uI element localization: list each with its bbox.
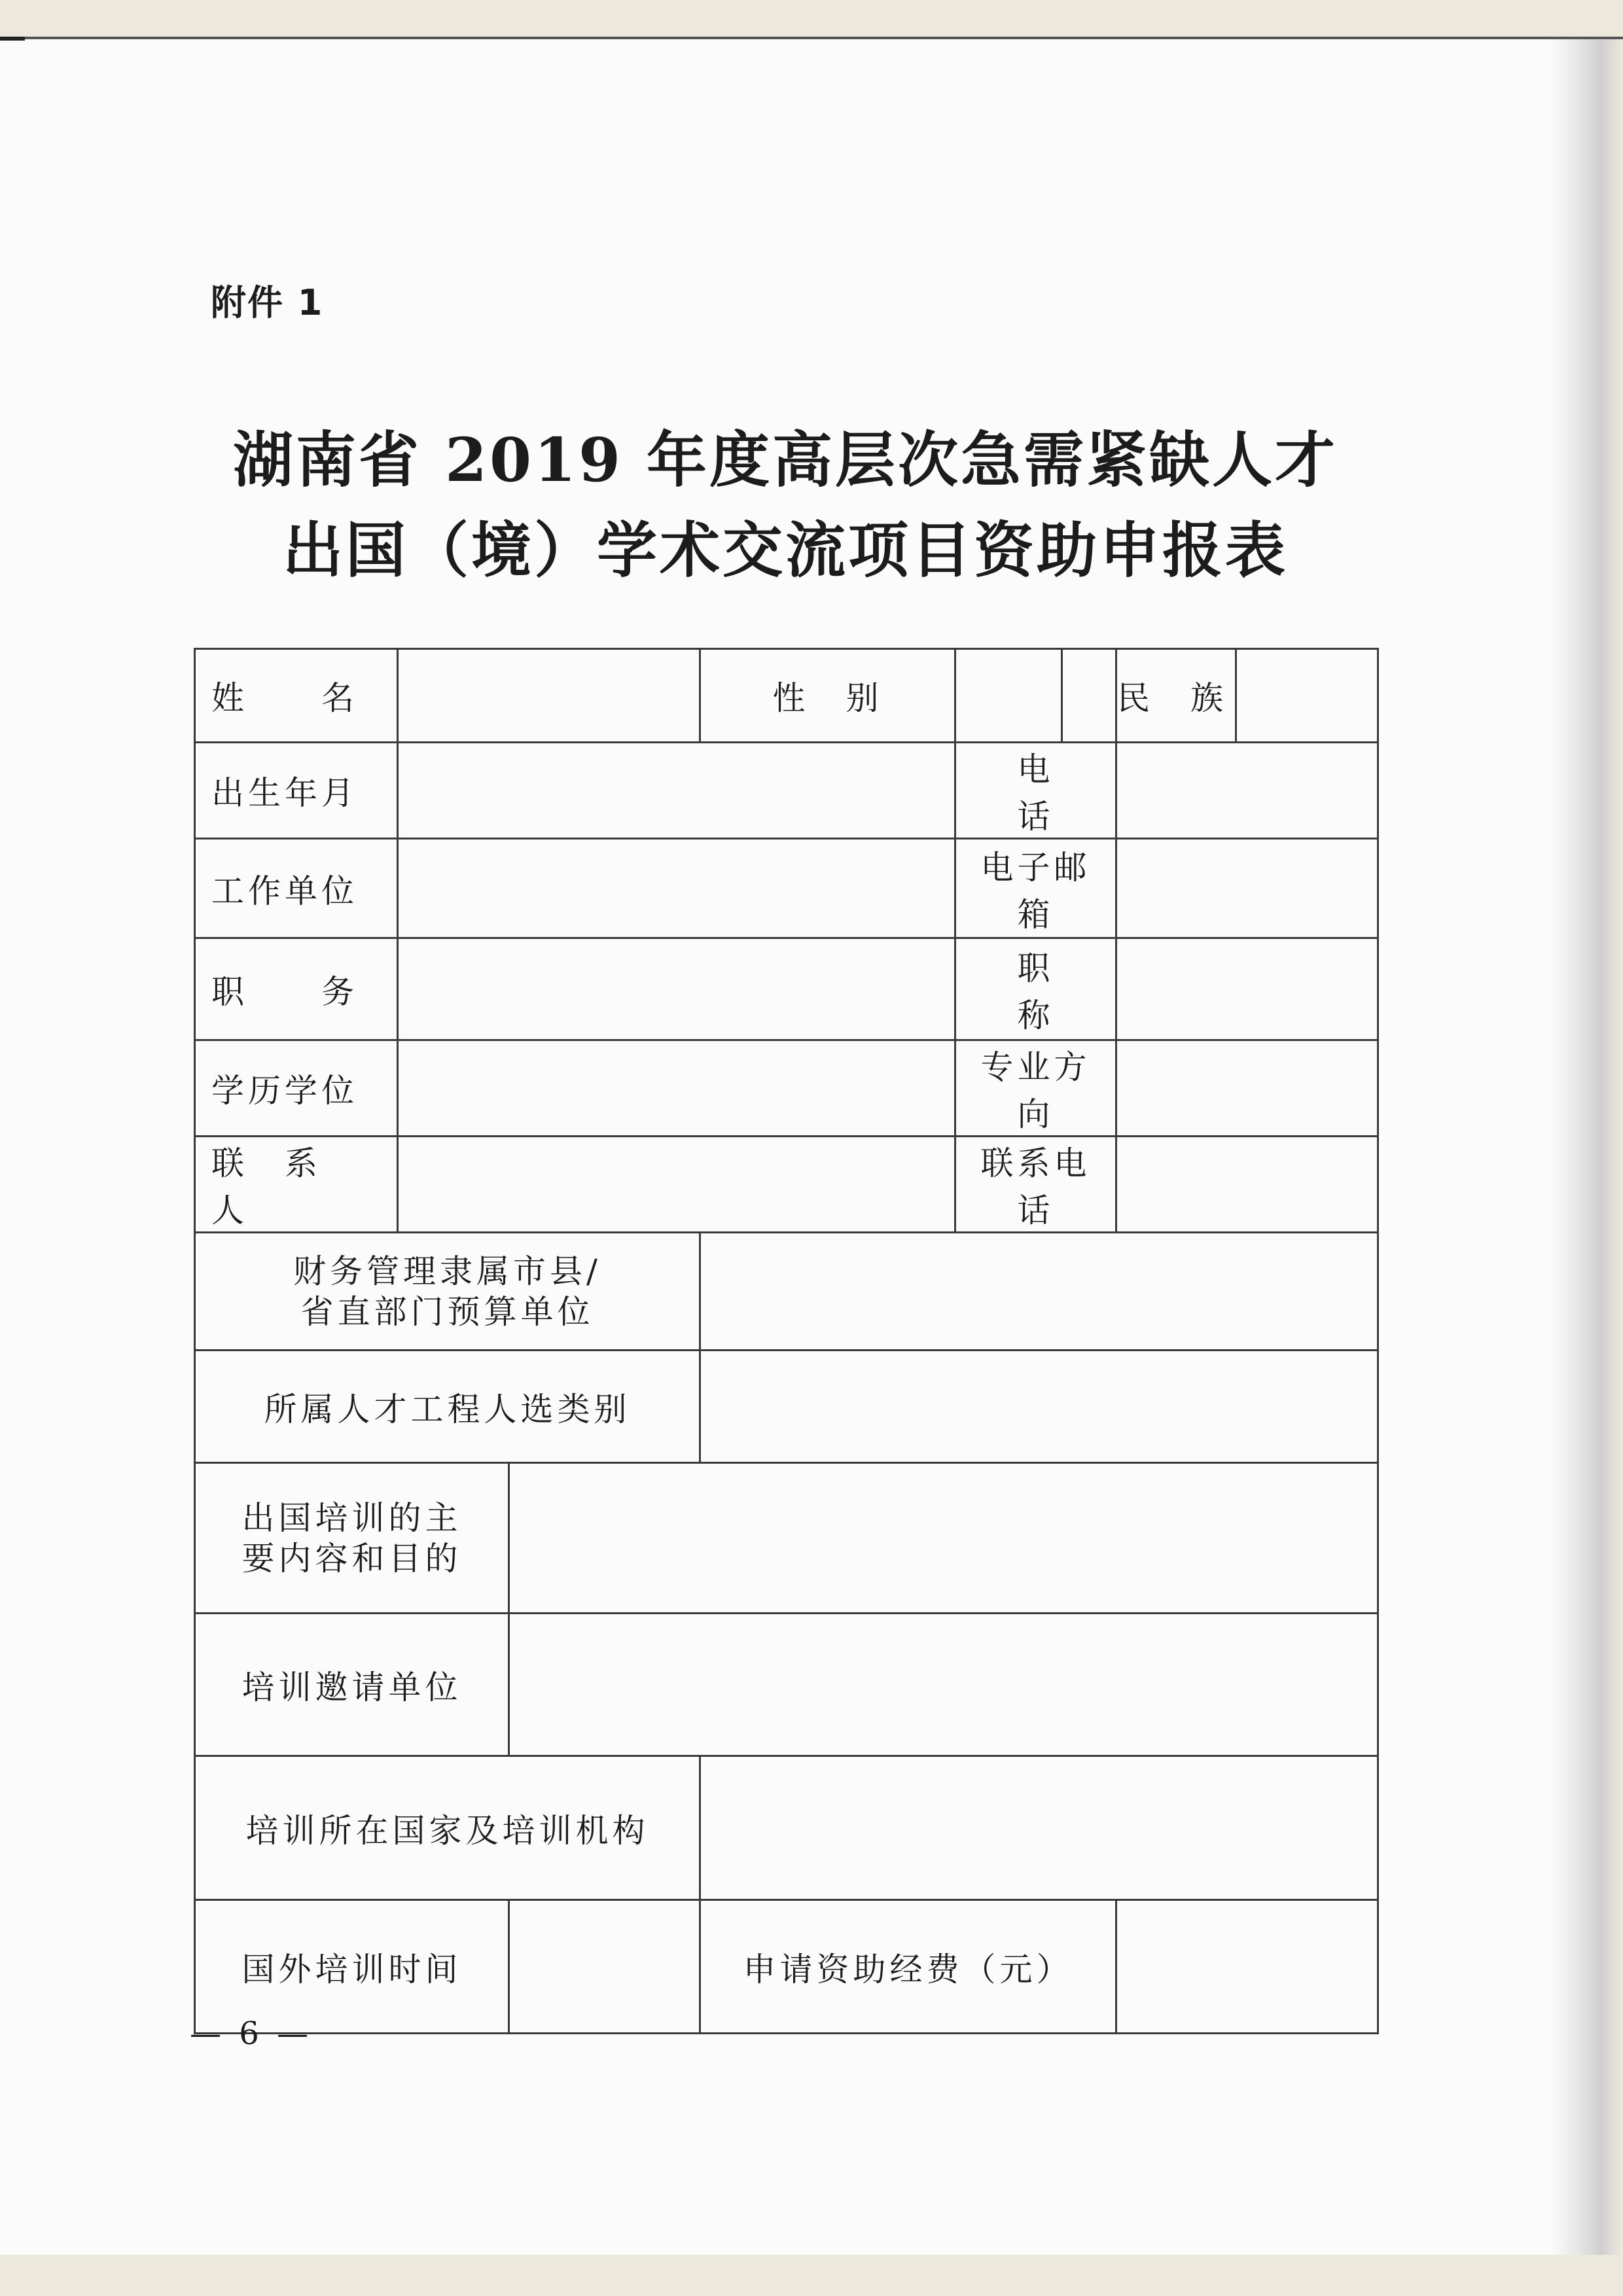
phone-label: 电 话 xyxy=(955,743,1116,839)
form-row-employer xyxy=(195,839,1378,938)
phone-field[interactable] xyxy=(1116,743,1378,839)
scan-corner-mark xyxy=(0,37,25,41)
finance-label xyxy=(195,1233,700,1351)
major-label: 专业方向 xyxy=(955,1040,1116,1137)
purpose-label xyxy=(195,1463,509,1614)
purpose-field[interactable] xyxy=(509,1463,1378,1614)
page-number: — 6 — xyxy=(190,2015,313,2052)
name-field[interactable] xyxy=(398,649,700,743)
major-field[interactable] xyxy=(1116,1040,1378,1137)
email-field[interactable] xyxy=(1116,839,1378,938)
contact-phone-label: 联系电话 xyxy=(955,1137,1116,1233)
inviting-unit-field[interactable] xyxy=(509,1614,1378,1756)
inviting-unit-label: 培训邀请单位 xyxy=(195,1614,509,1756)
title-rank-label: 职 称 xyxy=(955,938,1116,1040)
ethnicity-field[interactable] xyxy=(1235,650,1377,741)
finance-label-line-2: 省直部门预算单位 xyxy=(300,1292,594,1331)
gender-value[interactable] xyxy=(956,650,1063,741)
talent-category-field[interactable] xyxy=(700,1351,1378,1463)
attachment-label: 附件 1 xyxy=(211,282,324,323)
title-rank-field[interactable] xyxy=(1116,938,1378,1040)
form-row-name xyxy=(195,649,1378,743)
document-title-line-2: 出国（境）学术交流项目资助申报表 xyxy=(282,515,1288,586)
contact-label: 联 系 人 xyxy=(195,1137,398,1233)
name-label: 姓 名 xyxy=(195,649,398,743)
education-label: 学历学位 xyxy=(195,1040,398,1137)
form-row-purpose xyxy=(195,1463,1378,1614)
position-label: 职 务 xyxy=(195,938,398,1040)
birth-label: 出生年月 xyxy=(195,743,398,839)
funding-label: 申请资助经费（元） xyxy=(700,1900,1116,2034)
form-row-birth xyxy=(195,743,1378,839)
finance-label-line-1: 财务管理隶属市县/ xyxy=(293,1252,601,1290)
employer-field[interactable] xyxy=(398,839,955,938)
ethnicity-spacer xyxy=(1063,650,1115,741)
finance-field[interactable] xyxy=(700,1233,1378,1351)
gender-field[interactable] xyxy=(955,649,1116,743)
employer-label: 工作单位 xyxy=(195,839,398,938)
birth-field[interactable] xyxy=(398,743,955,839)
contact-phone-field[interactable] xyxy=(1116,1137,1378,1233)
country-institution-field[interactable] xyxy=(700,1756,1378,1900)
training-time-field[interactable] xyxy=(509,1900,700,2034)
ethnicity-label: 民 族 xyxy=(1117,679,1227,717)
ethnicity-cell xyxy=(1116,649,1378,743)
scan-top-edge xyxy=(0,37,1623,39)
purpose-label-line-1: 出国培训的主 xyxy=(241,1498,462,1537)
form-row-education xyxy=(195,1040,1378,1137)
education-field[interactable] xyxy=(398,1040,955,1137)
document-title-line-1: 湖南省 2019 年度高层次急需紧缺人才 xyxy=(232,425,1338,495)
form-row-inviting-unit xyxy=(195,1614,1378,1756)
form-row-time-funding xyxy=(195,1900,1378,2034)
form-row-country-institution xyxy=(195,1756,1378,1900)
purpose-label-line-2: 要内容和目的 xyxy=(241,1539,462,1578)
country-institution-label: 培训所在国家及培训机构 xyxy=(195,1756,700,1900)
email-label: 电子邮箱 xyxy=(955,839,1116,938)
form-row-position xyxy=(195,938,1378,1040)
gender-label: 性 别 xyxy=(700,649,955,743)
funding-field[interactable] xyxy=(1116,1900,1378,2034)
talent-category-label: 所属人才工程人选类别 xyxy=(195,1351,700,1463)
form-row-talent-category xyxy=(195,1351,1378,1463)
form-row-contact xyxy=(195,1137,1378,1233)
contact-field[interactable] xyxy=(398,1137,955,1233)
training-time-label: 国外培训时间 xyxy=(195,1900,509,2034)
application-form-table xyxy=(194,648,1379,2034)
scan-shadow xyxy=(1551,37,1623,2255)
form-row-finance xyxy=(195,1233,1378,1351)
position-field[interactable] xyxy=(398,938,955,1040)
